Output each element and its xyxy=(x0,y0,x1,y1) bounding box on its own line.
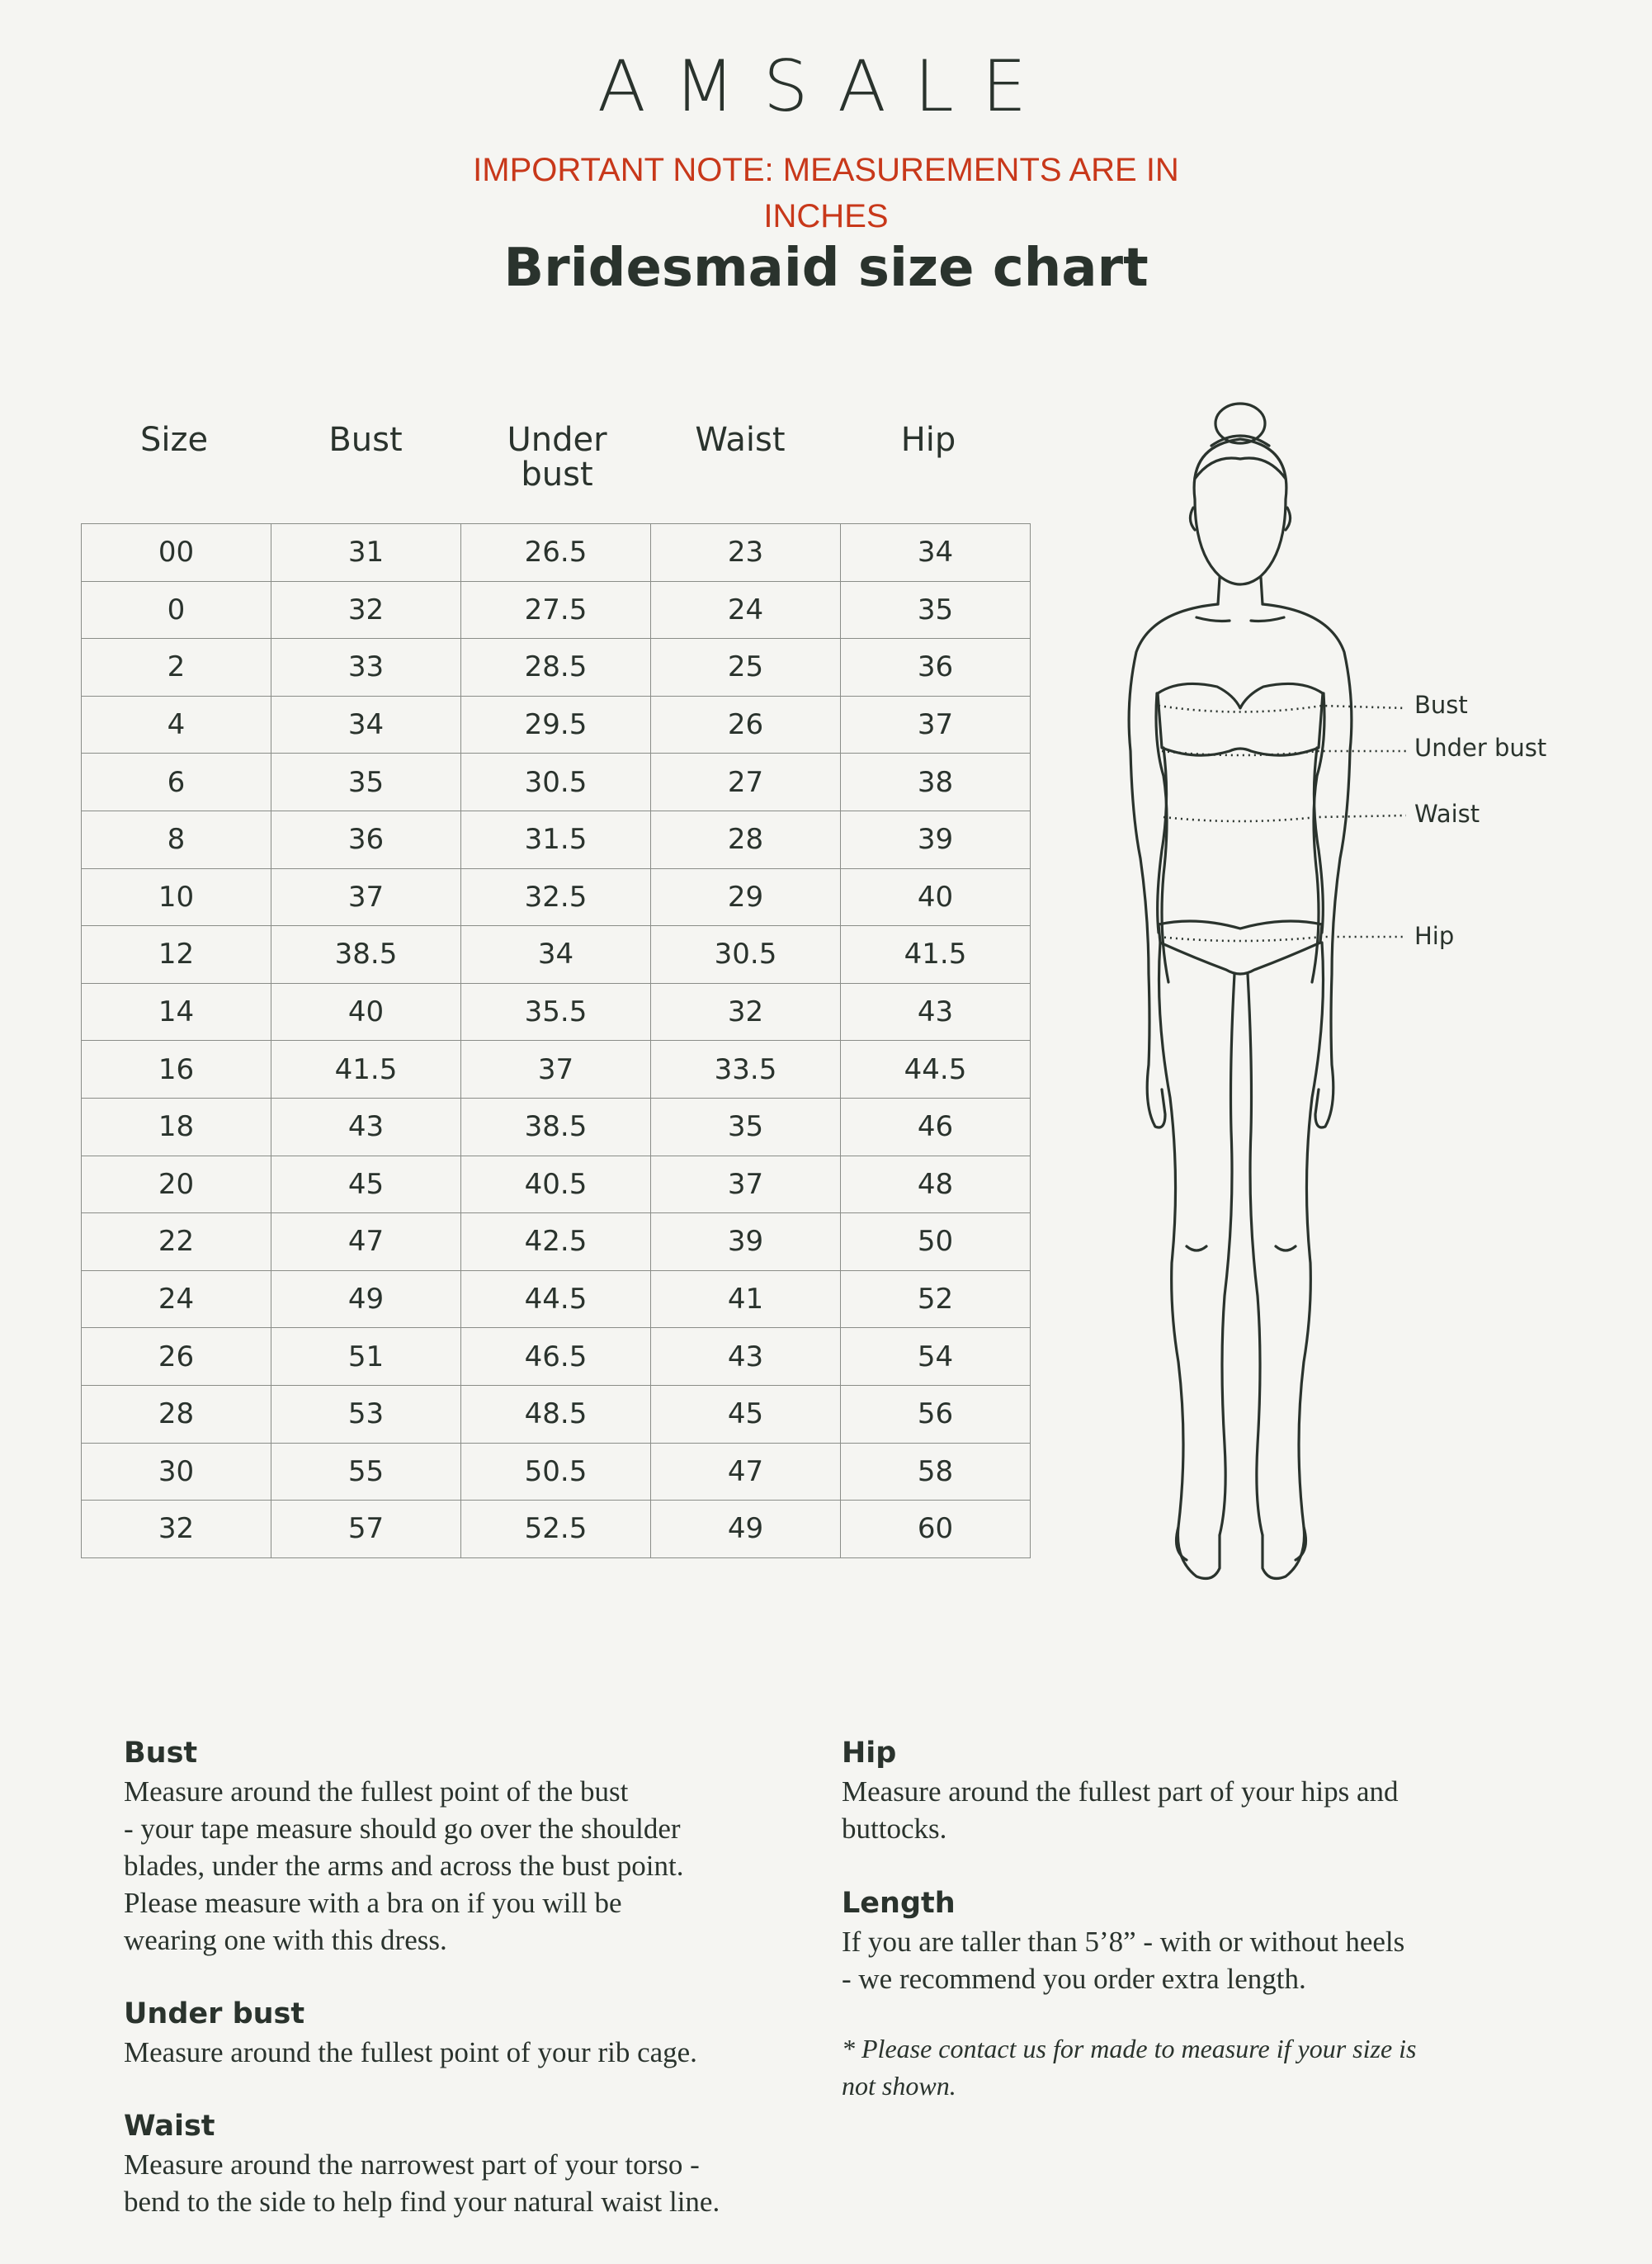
table-cell-hip: 60 xyxy=(841,1501,1031,1558)
table-cell-hip: 38 xyxy=(841,754,1031,811)
table-cell-size: 8 xyxy=(82,811,271,868)
table-cell-bust: 33 xyxy=(271,639,461,697)
table-cell-size: 0 xyxy=(82,581,271,639)
table-cell-hip: 56 xyxy=(841,1385,1031,1443)
table-row xyxy=(82,639,1031,697)
table-cell-bust: 51 xyxy=(271,1328,461,1386)
table-row xyxy=(82,581,1031,639)
bust-description: Measure around the fullest point of the bust - your tape measure should go over the shoulder blades, under the arms and across the bust point. Please measure with a bra on if you will be wearing one with this dress. xyxy=(124,1775,684,1956)
table-cell-under-bust: 29.5 xyxy=(461,696,651,754)
table-cell-hip: 44.5 xyxy=(841,1041,1031,1099)
table-cell-bust: 47 xyxy=(271,1213,461,1271)
table-cell-waist: 43 xyxy=(651,1328,841,1386)
table-cell-hip: 58 xyxy=(841,1443,1031,1501)
bust-heading: Bust xyxy=(124,1737,198,1770)
table-cell-hip: 34 xyxy=(841,524,1031,582)
table-cell-under-bust: 44.5 xyxy=(461,1270,651,1328)
table-row xyxy=(82,1501,1031,1558)
table-cell-size: 10 xyxy=(82,868,271,926)
table-cell-under-bust: 50.5 xyxy=(461,1443,651,1501)
table-cell-waist: 35 xyxy=(651,1098,841,1156)
table-cell-size: 22 xyxy=(82,1213,271,1271)
table-cell-size: 32 xyxy=(82,1501,271,1558)
table-cell-bust: 49 xyxy=(271,1270,461,1328)
table-cell-size: 2 xyxy=(82,639,271,697)
table-cell-bust: 53 xyxy=(271,1385,461,1443)
table-row xyxy=(82,524,1031,582)
table-cell-size: 26 xyxy=(82,1328,271,1386)
table-cell-waist: 26 xyxy=(651,696,841,754)
table-cell-size: 30 xyxy=(82,1443,271,1501)
waist-description: Measure around the narrowest part of your torso - bend to the side to help find your natural waist line. xyxy=(124,2148,720,2218)
table-cell-waist: 37 xyxy=(651,1156,841,1213)
table-cell-under-bust: 34 xyxy=(461,926,651,984)
table-cell-bust: 38.5 xyxy=(271,926,461,984)
header-bust: Bust xyxy=(328,421,403,459)
table-cell-bust: 40 xyxy=(271,983,461,1041)
table-cell-waist: 24 xyxy=(651,581,841,639)
table-cell-size: 14 xyxy=(82,983,271,1041)
table-cell-bust: 32 xyxy=(271,581,461,639)
table-row xyxy=(82,1041,1031,1099)
table-cell-under-bust: 27.5 xyxy=(461,581,651,639)
table-cell-bust: 55 xyxy=(271,1443,461,1501)
table-cell-hip: 48 xyxy=(841,1156,1031,1213)
table-cell-waist: 28 xyxy=(651,811,841,868)
table-cell-under-bust: 42.5 xyxy=(461,1213,651,1271)
table-cell-size: 16 xyxy=(82,1041,271,1099)
table-cell-under-bust: 32.5 xyxy=(461,868,651,926)
table-cell-under-bust: 35.5 xyxy=(461,983,651,1041)
table-row xyxy=(82,1328,1031,1386)
table-cell-under-bust: 30.5 xyxy=(461,754,651,811)
table-cell-size: 18 xyxy=(82,1098,271,1156)
hip-heading: Hip xyxy=(842,1737,897,1770)
made-to-measure-footnote: * Please contact us for made to measure if your size is not shown. xyxy=(842,2034,1417,2101)
table-cell-size: 6 xyxy=(82,754,271,811)
figure-label-under-bust: Under bust xyxy=(1414,734,1547,762)
figure-label-hip: Hip xyxy=(1414,922,1455,950)
table-cell-waist: 45 xyxy=(651,1385,841,1443)
table-cell-under-bust: 46.5 xyxy=(461,1328,651,1386)
table-cell-size: 20 xyxy=(82,1156,271,1213)
table-cell-under-bust: 28.5 xyxy=(461,639,651,697)
table-row xyxy=(82,811,1031,868)
table-cell-bust: 37 xyxy=(271,868,461,926)
brand-logo: AMSALE xyxy=(597,45,1055,128)
table-cell-waist: 25 xyxy=(651,639,841,697)
table-cell-under-bust: 40.5 xyxy=(461,1156,651,1213)
table-cell-size: 12 xyxy=(82,926,271,984)
table-cell-hip: 52 xyxy=(841,1270,1031,1328)
table-cell-size: 4 xyxy=(82,696,271,754)
table-cell-waist: 32 xyxy=(651,983,841,1041)
table-cell-waist: 41 xyxy=(651,1270,841,1328)
table-row xyxy=(82,868,1031,926)
table-cell-bust: 45 xyxy=(271,1156,461,1213)
table-cell-hip: 40 xyxy=(841,868,1031,926)
table-cell-bust: 36 xyxy=(271,811,461,868)
body-figure-illustration xyxy=(1073,388,1568,1609)
table-cell-size: 00 xyxy=(82,524,271,582)
table-cell-under-bust: 48.5 xyxy=(461,1385,651,1443)
length-heading: Length xyxy=(842,1887,956,1920)
table-row xyxy=(82,754,1031,811)
table-cell-under-bust: 31.5 xyxy=(461,811,651,868)
table-cell-size: 24 xyxy=(82,1270,271,1328)
table-cell-hip: 41.5 xyxy=(841,926,1031,984)
table-cell-waist: 39 xyxy=(651,1213,841,1271)
table-row xyxy=(82,1443,1031,1501)
hip-description: Measure around the fullest part of your hips and buttocks. xyxy=(842,1775,1399,1845)
figure-label-waist: Waist xyxy=(1414,800,1480,828)
waist-heading: Waist xyxy=(124,2110,215,2143)
table-cell-waist: 23 xyxy=(651,524,841,582)
important-note: IMPORTANT NOTE: MEASUREMENTS ARE IN INCHES xyxy=(473,152,1179,234)
header-waist: Waist xyxy=(695,421,786,459)
header-under-bust: Under bust xyxy=(507,421,607,494)
table-cell-waist: 27 xyxy=(651,754,841,811)
table-row xyxy=(82,1098,1031,1156)
table-cell-hip: 39 xyxy=(841,811,1031,868)
size-table xyxy=(81,523,1031,1558)
under-bust-description: Measure around the fullest point of your rib cage. xyxy=(124,2036,697,2068)
table-row xyxy=(82,1156,1031,1213)
table-row xyxy=(82,1270,1031,1328)
header-size: Size xyxy=(139,421,209,459)
table-cell-waist: 33.5 xyxy=(651,1041,841,1099)
table-cell-under-bust: 38.5 xyxy=(461,1098,651,1156)
table-row xyxy=(82,1213,1031,1271)
table-cell-hip: 50 xyxy=(841,1213,1031,1271)
table-cell-waist: 30.5 xyxy=(651,926,841,984)
table-row xyxy=(82,983,1031,1041)
table-cell-hip: 36 xyxy=(841,639,1031,697)
table-cell-waist: 47 xyxy=(651,1443,841,1501)
table-cell-under-bust: 52.5 xyxy=(461,1501,651,1558)
table-cell-under-bust: 26.5 xyxy=(461,524,651,582)
table-cell-waist: 29 xyxy=(651,868,841,926)
table-cell-waist: 49 xyxy=(651,1501,841,1558)
table-cell-under-bust: 37 xyxy=(461,1041,651,1099)
table-cell-bust: 35 xyxy=(271,754,461,811)
table-row xyxy=(82,1385,1031,1443)
table-cell-hip: 43 xyxy=(841,983,1031,1041)
table-cell-size: 28 xyxy=(82,1385,271,1443)
table-cell-bust: 57 xyxy=(271,1501,461,1558)
table-cell-bust: 43 xyxy=(271,1098,461,1156)
table-cell-bust: 41.5 xyxy=(271,1041,461,1099)
table-cell-hip: 37 xyxy=(841,696,1031,754)
page-title: Bridesmaid size chart xyxy=(503,238,1149,299)
table-row xyxy=(82,696,1031,754)
table-cell-hip: 46 xyxy=(841,1098,1031,1156)
under-bust-heading: Under bust xyxy=(124,1997,305,2030)
figure-label-bust: Bust xyxy=(1414,691,1468,719)
length-description: If you are taller than 5’8” - with or without heels - we recommend you order extra length. xyxy=(842,1926,1405,1995)
header-hip: Hip xyxy=(900,421,956,459)
table-cell-bust: 34 xyxy=(271,696,461,754)
table-cell-bust: 31 xyxy=(271,524,461,582)
table-cell-hip: 54 xyxy=(841,1328,1031,1386)
table-row xyxy=(82,926,1031,984)
table-cell-hip: 35 xyxy=(841,581,1031,639)
